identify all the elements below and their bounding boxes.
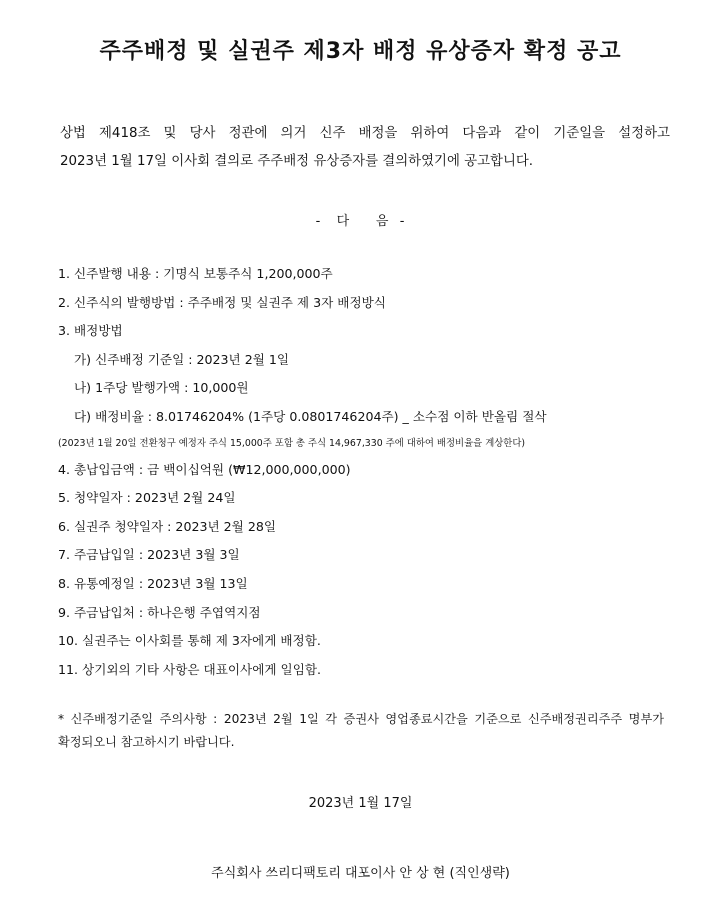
section-heading: - 다 음 - [315,214,406,229]
list-item-7: 7. 주금납입일 : 2023년 3월 3일 [58,547,240,563]
caution-note-line-2: 확정되오니 참고하시기 바랍니다. [58,735,235,749]
caution-note [58,708,664,754]
list-subitem-c: 다) 배정비율 : 8.01746204% (1주당 0.0801746204주) _ 소수점 이하 반올림 절삭 [74,408,547,424]
item-list [58,260,678,684]
list-item-10: 10. 실권주는 이사회를 통해 제 3자에게 배정함. [58,633,321,649]
list-item-11: 11. 상기외의 기타 사항은 대표이사에게 일임함. [58,661,322,677]
company-signature: 주식회사 쓰리디팩토리 대포이사 안 상 현 (직인생략) [211,866,510,881]
intro-paragraph [60,120,670,176]
announcement-date: 2023년 1월 17일 [308,796,413,811]
list-item-6: 6. 실권주 청약일자 : 2023년 2월 28일 [58,518,277,534]
intro-line-2: 2023년 1월 17일 이사회 결의로 주주배정 유상증자를 결의하였기에 공고합니다. [60,154,534,169]
list-subitem-b: 나) 1주당 발행가액 : 10,000원 [74,380,249,396]
intro-line-1: 상법 제418조 및 당사 정관에 의거 신주 배정을 위하여 다음과 같이 기준일을 설정하고 [60,126,670,141]
list-item-2: 2. 신주식의 발행방법 : 주주배정 및 실권주 제 3자 배정방식 [58,294,386,310]
list-subitem-a: 가) 신주배정 기준일 : 2023년 2월 1일 [74,351,290,367]
list-item-9: 9. 주금납입처 : 하나은행 주엽역지점 [58,604,261,620]
list-item-5: 5. 청약일자 : 2023년 2월 24일 [58,490,236,506]
allocation-footnote: (2023년 1월 20일 전환청구 예정자 주식 15,000주 포함 총 주식 14,967,330 주에 대하여 배정비율을 계상한다) [58,437,526,449]
document-title: 주주배정 및 실권주 제3자 배정 유상증자 확정 공고 [99,39,622,64]
list-item-3: 3. 배정방법 [58,323,123,339]
list-item-4: 4. 총납입금액 : 금 백이십억원 (₩12,000,000,000) [58,461,351,477]
caution-note-line-1: * 신주배정기준일 주의사항 : 2023년 2월 1일 각 증권사 영업종료시간을 기준으로 신주배정권리주주 명부가 [58,712,664,726]
list-item-8: 8. 유통예정일 : 2023년 3월 13일 [58,575,248,591]
list-item-1: 1. 신주발행 내용 : 기명식 보통주식 1,200,000주 [58,266,333,281]
